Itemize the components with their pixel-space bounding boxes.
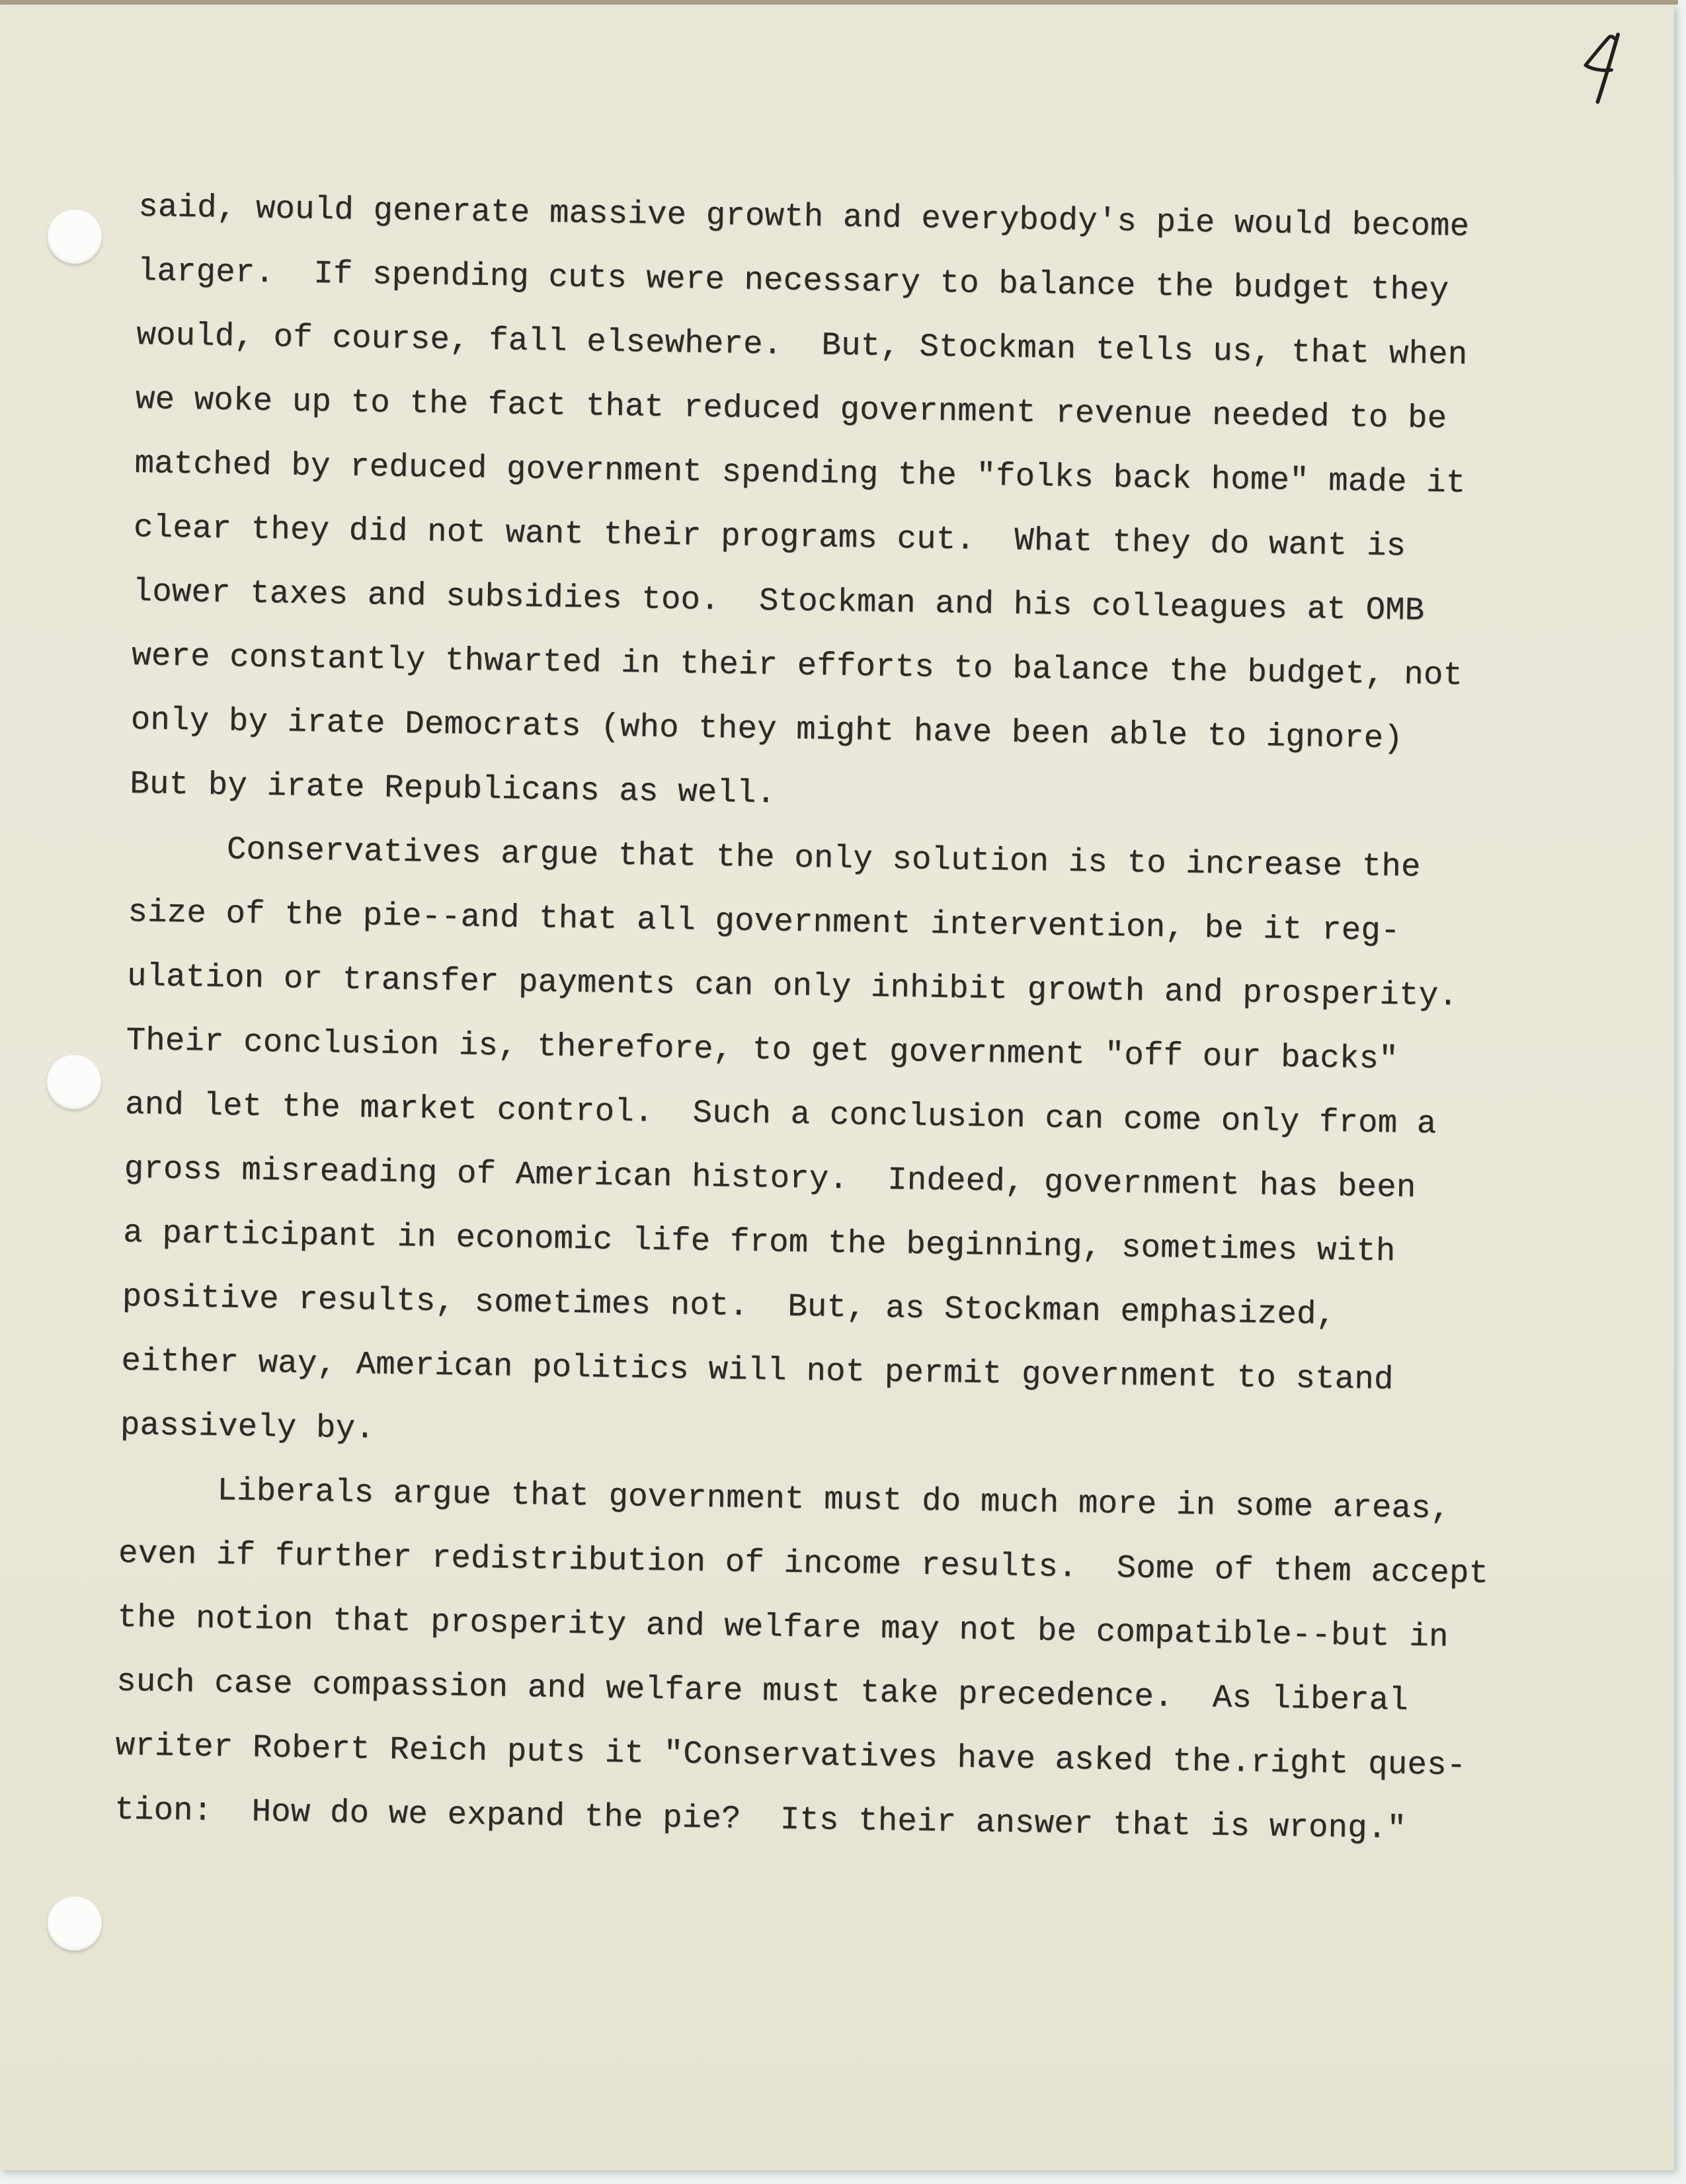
text-line: Their conclusion is, therefore, to get government "off our backs" [126,1021,1399,1078]
text-line: But by irate Republicans as well. [129,765,776,812]
text-line: ulation or transfer payments can only inhibit growth and prosperity. [126,957,1459,1015]
hole-punch [48,210,102,264]
text-line: clear they did not want their programs cut. What they do want is [133,508,1406,565]
text-line: either way, American politics will not permit government to stand [120,1342,1394,1399]
text-line: tion: How do we expand the pie? Its their answer that is wrong." [114,1791,1407,1848]
text-line: Conservatives argue that the only solution is to increase the [226,831,1422,886]
text-line: passively by. [120,1406,376,1448]
scan-edge-strip [0,0,1678,5]
hole-punch [47,1055,101,1109]
hole-punch [48,1896,102,1951]
text-line: lower taxes and subsidies too. Stockman and his colleagues at OMB [132,572,1425,629]
text-line: even if further redistribution of income results. Some of them accept [118,1534,1489,1592]
text-line: size of the pie--and that all government intervention, be it reg- [128,893,1400,950]
text-line: such case compassion and welfare must take precedence. As liberal [116,1662,1409,1719]
text-line: a participant in economic life from the beginning, sometimes with [122,1214,1396,1270]
text-line: and let the market control. Such a conclusion can come only from a [124,1085,1437,1143]
text-line: matched by reduced government spending the "folks back home" made it [134,444,1466,502]
text-line: writer Robert Reich puts it "Conservatives have asked the.right ques- [115,1727,1466,1785]
text-line: larger. If spending cuts were necessary to balance the budget they [137,252,1449,309]
text-line: said, would generate massive growth and everybody's pie would become [138,188,1470,245]
page-number [1576,28,1630,108]
text-line: were constantly thwarted in their efforts to balance the budget, not [131,637,1463,694]
handwritten-4-glyph [1576,28,1630,108]
text-line: would, of course, fall elsewhere. But, Stockman tells us, that when [136,316,1468,373]
text-line: gross misreading of American history. Indeed, government has been [124,1150,1416,1206]
text-line: the notion that prosperity and welfare may not be compatible--but in [117,1598,1449,1656]
document-page [0,5,1674,2170]
text-line: positive results, sometimes not. But, as Stockman emphasized, [122,1278,1336,1334]
text-line: we woke up to the fact that reduced government revenue needed to be [135,380,1447,438]
typed-text-block [114,175,1554,1863]
text-line: only by irate Democrats (who they might have been able to ignore) [130,701,1404,758]
text-line: Liberals argue that government must do much more in some areas, [217,1471,1451,1528]
